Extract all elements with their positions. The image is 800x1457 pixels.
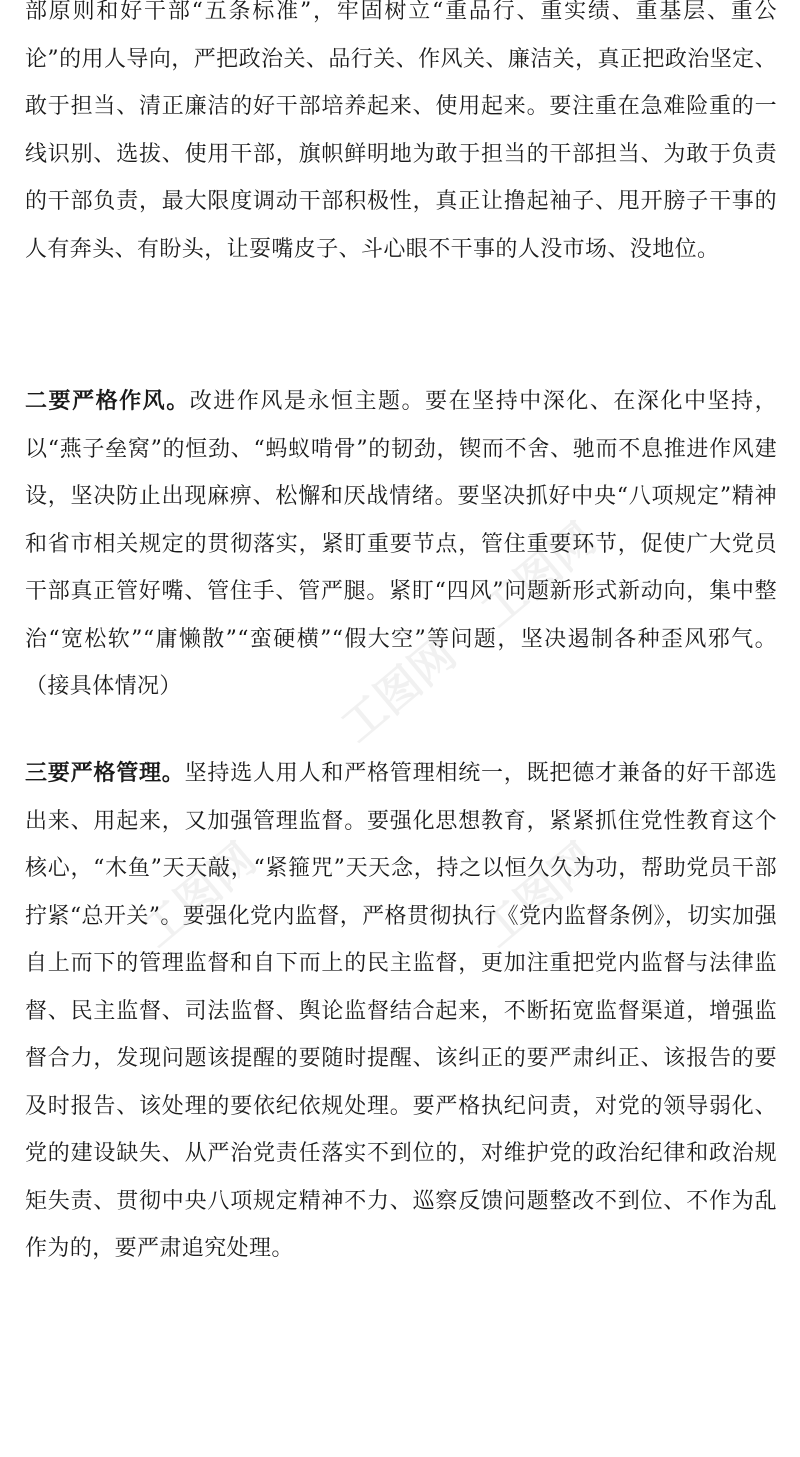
paragraph-3-heading: 三要严格管理。 [25,760,185,786]
watermark-4: 工图网 [471,833,606,958]
paragraph-1-text: 部原则和好干部“五条标准”，牢固树立“重品行、重实绩、重基层、重公论”的用人导向，严把政治关、品行关、作风关、廉洁关，真正把政治坚定、敢于担当、清正廉洁的好干部培养起来、使用起来。要注重在急难险重的一线识别、选拔、使用干部，旗帜鲜明地为敢于担当的干部担当、为敢于负责的干部负责，最大限度调动干部积极性，真正让撸起袖子、甩开膀子干事的人有奔头、有盼头，让耍嘴皮子、斗心眼不干事的人没市场、没地位。 [25,0,777,262]
paragraph-3-text: 坚持选人用人和严格管理相统一，既把德才兼备的好干部选出来、用起来，又加强管理监督。要强化思想教育，紧紧抓住党性教育这个核心，“木鱼”天天敲，“紧箍咒”天天念，持之以恒久久为功，帮助党员干部拧紧“总开关”。要强化党内监督，严格贯彻执行《党内监督条例》，切实加强自上而下的管理监督和自下而上的民主监督，更加注重把党内监督与法律监督、民主监督、司法监督、舆论监督结合起来，不断拓宽监督渠道，增强监督合力，发现问题该提醒的要随时提醒、该纠正的要严肃纠正、该报告的要及时报告、该处理的要依纪依规处理。要严格执纪问责，对党的领导弱化、党的建设缺失、从严治党责任落实不到位的，对维护党的政治纪律和政治规矩失责、贯彻中央八项规定精神不力、巡察反馈问题整改不到位、不作为乱作为的，要严肃追究处理。 [25,761,777,1261]
paragraph-2-text: 改进作风是永恒主题。要在坚持中深化、在深化中坚持，以“燕子垒窝”的恒劲、“蚂蚁啃骨”的韧劲，锲而不舍、驰而不息推进作风建设，坚决防止出现麻痹、松懈和厌战情绪。要坚决抓好中央“八项规定”精神和省市相关规定的贯彻落实，紧盯重要节点，管住重要环节，促使广大党员干部真正管好嘴、管住手、管严腿。紧盯“四风”问题新形式新动向，集中整治“宽松软”“庸懒散”“蛮硬横”“假大空”等问题，坚决遏制各种歪风邪气。（接具体情况） [25,389,777,699]
watermark-2: 工图网 [471,513,606,638]
paragraph-1 [25,0,777,273]
paragraph-2 [25,378,777,711]
paragraph-2-heading: 二要严格作风。 [25,388,190,414]
watermark-3: 工图网 [131,833,266,958]
paragraph-3 [25,750,777,1273]
watermark-1: 工图网 [331,628,466,753]
